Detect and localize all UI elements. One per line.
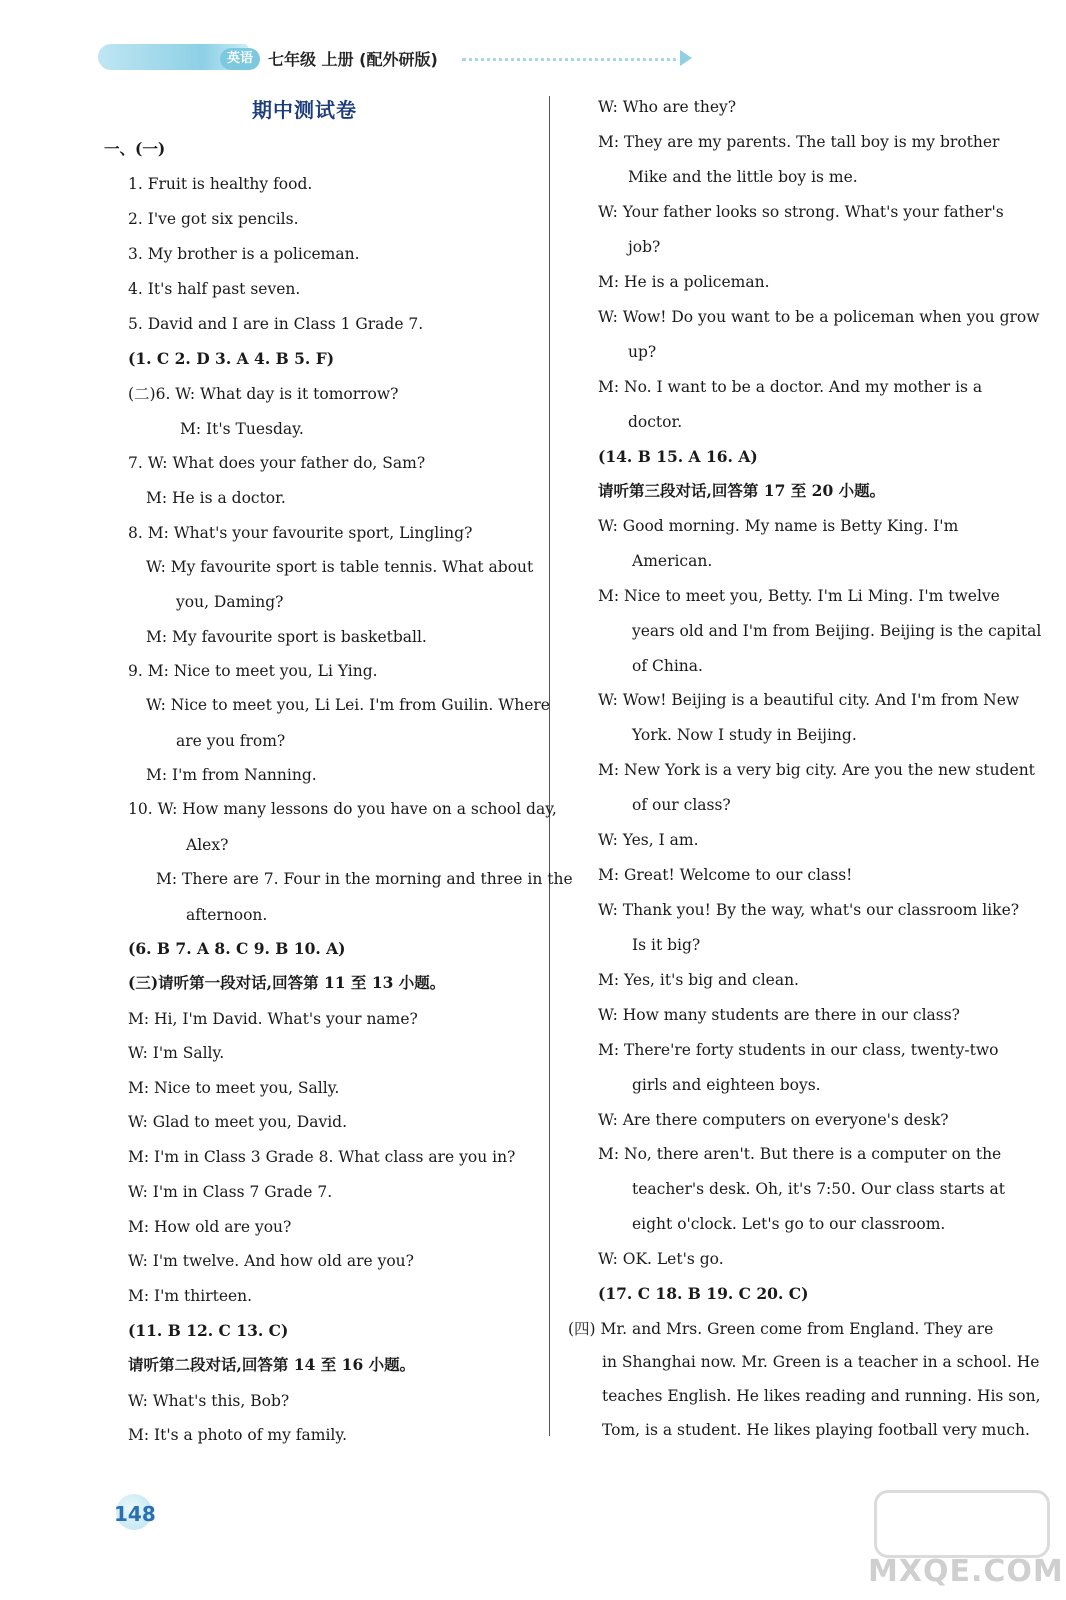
left-text-line: M: It's Tuesday. [180, 420, 304, 438]
arrow-icon [680, 50, 692, 66]
left-text-line: 4. It's half past seven. [128, 280, 301, 298]
page-title: 期中测试卷 [252, 98, 357, 122]
left-text-line: 3. My brother is a policeman. [128, 245, 360, 263]
left-text-line: are you from? [176, 732, 286, 750]
page-header [0, 0, 1066, 80]
left-text-line: 10. W: How many lessons do you have on a school day, [128, 800, 557, 818]
left-text-line: 5. David and I are in Class 1 Grade 7. [128, 315, 424, 333]
watermark-text: MXQE.COM [868, 1554, 1064, 1589]
right-text-line: York. Now I study in Beijing. [632, 726, 857, 744]
right-text-line: (17. C 18. B 19. C 20. C) [598, 1284, 809, 1303]
right-text-line: M: No, there aren't. But there is a computer on the [598, 1145, 1002, 1163]
header-dotted-line [462, 58, 684, 61]
left-text-line: 一、(一) [104, 139, 166, 158]
left-text-line: 2. I've got six pencils. [128, 210, 299, 228]
right-text-line: teacher's desk. Oh, it's 7:50. Our class starts at [632, 1180, 1006, 1198]
right-text-line: W: Wow! Do you want to be a policeman when you grow [598, 308, 1040, 326]
left-text-line: W: What's this, Bob? [128, 1392, 290, 1410]
right-text-line: W: Yes, I am. [598, 831, 699, 849]
right-text-line: 请听第三段对话,回答第 17 至 20 小题。 [598, 481, 886, 500]
right-text-line: W: Wow! Beijing is a beautiful city. And I'm from New [598, 691, 1020, 709]
left-text-line: M: I'm from Nanning. [146, 766, 317, 784]
left-text-line: (三)请听第一段对话,回答第 11 至 13 小题。 [128, 973, 446, 992]
right-text-line: Mike and the little boy is me. [628, 168, 858, 186]
right-text-line: years old and I'm from Beijing. Beijing is the capital [632, 622, 1042, 640]
right-text-line: M: They are my parents. The tall boy is my brother [598, 133, 1000, 151]
right-text-line: M: Great! Welcome to our class! [598, 866, 853, 884]
left-text-line: W: I'm Sally. [128, 1044, 225, 1062]
left-text-line: (11. B 12. C 13. C) [128, 1321, 289, 1340]
right-text-line: eight o'clock. Let's go to our classroom. [632, 1215, 946, 1233]
right-text-line: in Shanghai now. Mr. Green is a teacher in a school. He [602, 1353, 1040, 1371]
left-text-line: M: My favourite sport is basketball. [146, 628, 427, 646]
left-text-line: Alex? [186, 836, 229, 854]
right-text-line: W: Good morning. My name is Betty King. I'm [598, 517, 959, 535]
right-text-line: Is it big? [632, 936, 701, 954]
page-number: 148 [114, 1502, 156, 1526]
left-text-line: W: My favourite sport is table tennis. What about [146, 558, 534, 576]
right-text-line: (14. B 15. A 16. A) [598, 447, 758, 466]
left-text-line: 9. M: Nice to meet you, Li Ying. [128, 662, 378, 680]
column-divider [549, 96, 550, 1436]
right-text-line: girls and eighteen boys. [632, 1076, 821, 1094]
left-text-line: (6. B 7. A 8. C 9. B 10. A) [128, 939, 346, 958]
right-text-line: W: OK. Let's go. [598, 1250, 724, 1268]
left-text-line: M: Nice to meet you, Sally. [128, 1079, 340, 1097]
book-title: 七年级 上册 (配外研版) [268, 50, 438, 69]
right-text-line: of China. [632, 657, 703, 675]
watermark-logo [874, 1490, 1050, 1558]
left-text-line: you, Daming? [176, 593, 284, 611]
right-text-line: M: There're forty students in our class, twenty-two [598, 1041, 999, 1059]
left-text-line: 1. Fruit is healthy food. [128, 175, 313, 193]
right-text-line: American. [632, 552, 713, 570]
left-text-line: W: Nice to meet you, Li Lei. I'm from Guilin. Where [146, 696, 550, 714]
right-text-line: W: Thank you! By the way, what's our classroom like? [598, 901, 1020, 919]
right-text-line: M: He is a policeman. [598, 273, 770, 291]
page-number-badge [112, 1490, 162, 1530]
subject-badge: 英语 [220, 48, 260, 70]
left-text-line: 请听第二段对话,回答第 14 至 16 小题。 [128, 1355, 416, 1374]
right-text-line: W: Who are they? [598, 98, 737, 116]
left-text-line: M: He is a doctor. [146, 489, 286, 507]
left-text-line: 8. M: What's your favourite sport, Lingling? [128, 524, 473, 542]
right-text-line: job? [628, 238, 661, 256]
right-text-line: W: Your father looks so strong. What's your father's [598, 203, 1004, 221]
right-text-line: up? [628, 343, 657, 361]
right-text-line: teaches English. He likes reading and running. His son, [602, 1387, 1041, 1405]
left-text-line: M: I'm thirteen. [128, 1287, 253, 1305]
left-text-line: M: There are 7. Four in the morning and three in the [156, 870, 573, 888]
left-text-line: W: Glad to meet you, David. [128, 1113, 348, 1131]
left-text-line: M: How old are you? [128, 1218, 292, 1236]
right-text-line: M: Yes, it's big and clean. [598, 971, 799, 989]
left-text-line: W: I'm in Class 7 Grade 7. [128, 1183, 333, 1201]
watermark [868, 1490, 1064, 1590]
right-text-line: doctor. [628, 413, 683, 431]
left-text-line: M: It's a photo of my family. [128, 1426, 347, 1444]
right-text-line: of our class? [632, 796, 731, 814]
left-text-line: (1. C 2. D 3. A 4. B 5. F) [128, 349, 335, 368]
right-text-line: Tom, is a student. He likes playing football very much. [602, 1421, 1030, 1439]
left-text-line: M: I'm in Class 3 Grade 8. What class are you in? [128, 1148, 516, 1166]
left-text-line: afternoon. [186, 906, 268, 924]
right-text-line: M: No. I want to be a doctor. And my mother is a [598, 378, 983, 396]
left-text-line: 7. W: What does your father do, Sam? [128, 454, 426, 472]
right-text-line: W: How many students are there in our class? [598, 1006, 960, 1024]
right-text-line: M: Nice to meet you, Betty. I'm Li Ming. I'm twelve [598, 587, 1000, 605]
left-text-line: W: I'm twelve. And how old are you? [128, 1252, 414, 1270]
right-text-line: M: New York is a very big city. Are you the new student [598, 761, 1035, 779]
left-text-line: (二)6. W: What day is it tomorrow? [128, 385, 399, 403]
left-text-line: M: Hi, I'm David. What's your name? [128, 1010, 418, 1028]
right-text-line: W: Are there computers on everyone's desk? [598, 1111, 949, 1129]
right-text-line: (四) Mr. and Mrs. Green come from England. They are [568, 1320, 994, 1338]
